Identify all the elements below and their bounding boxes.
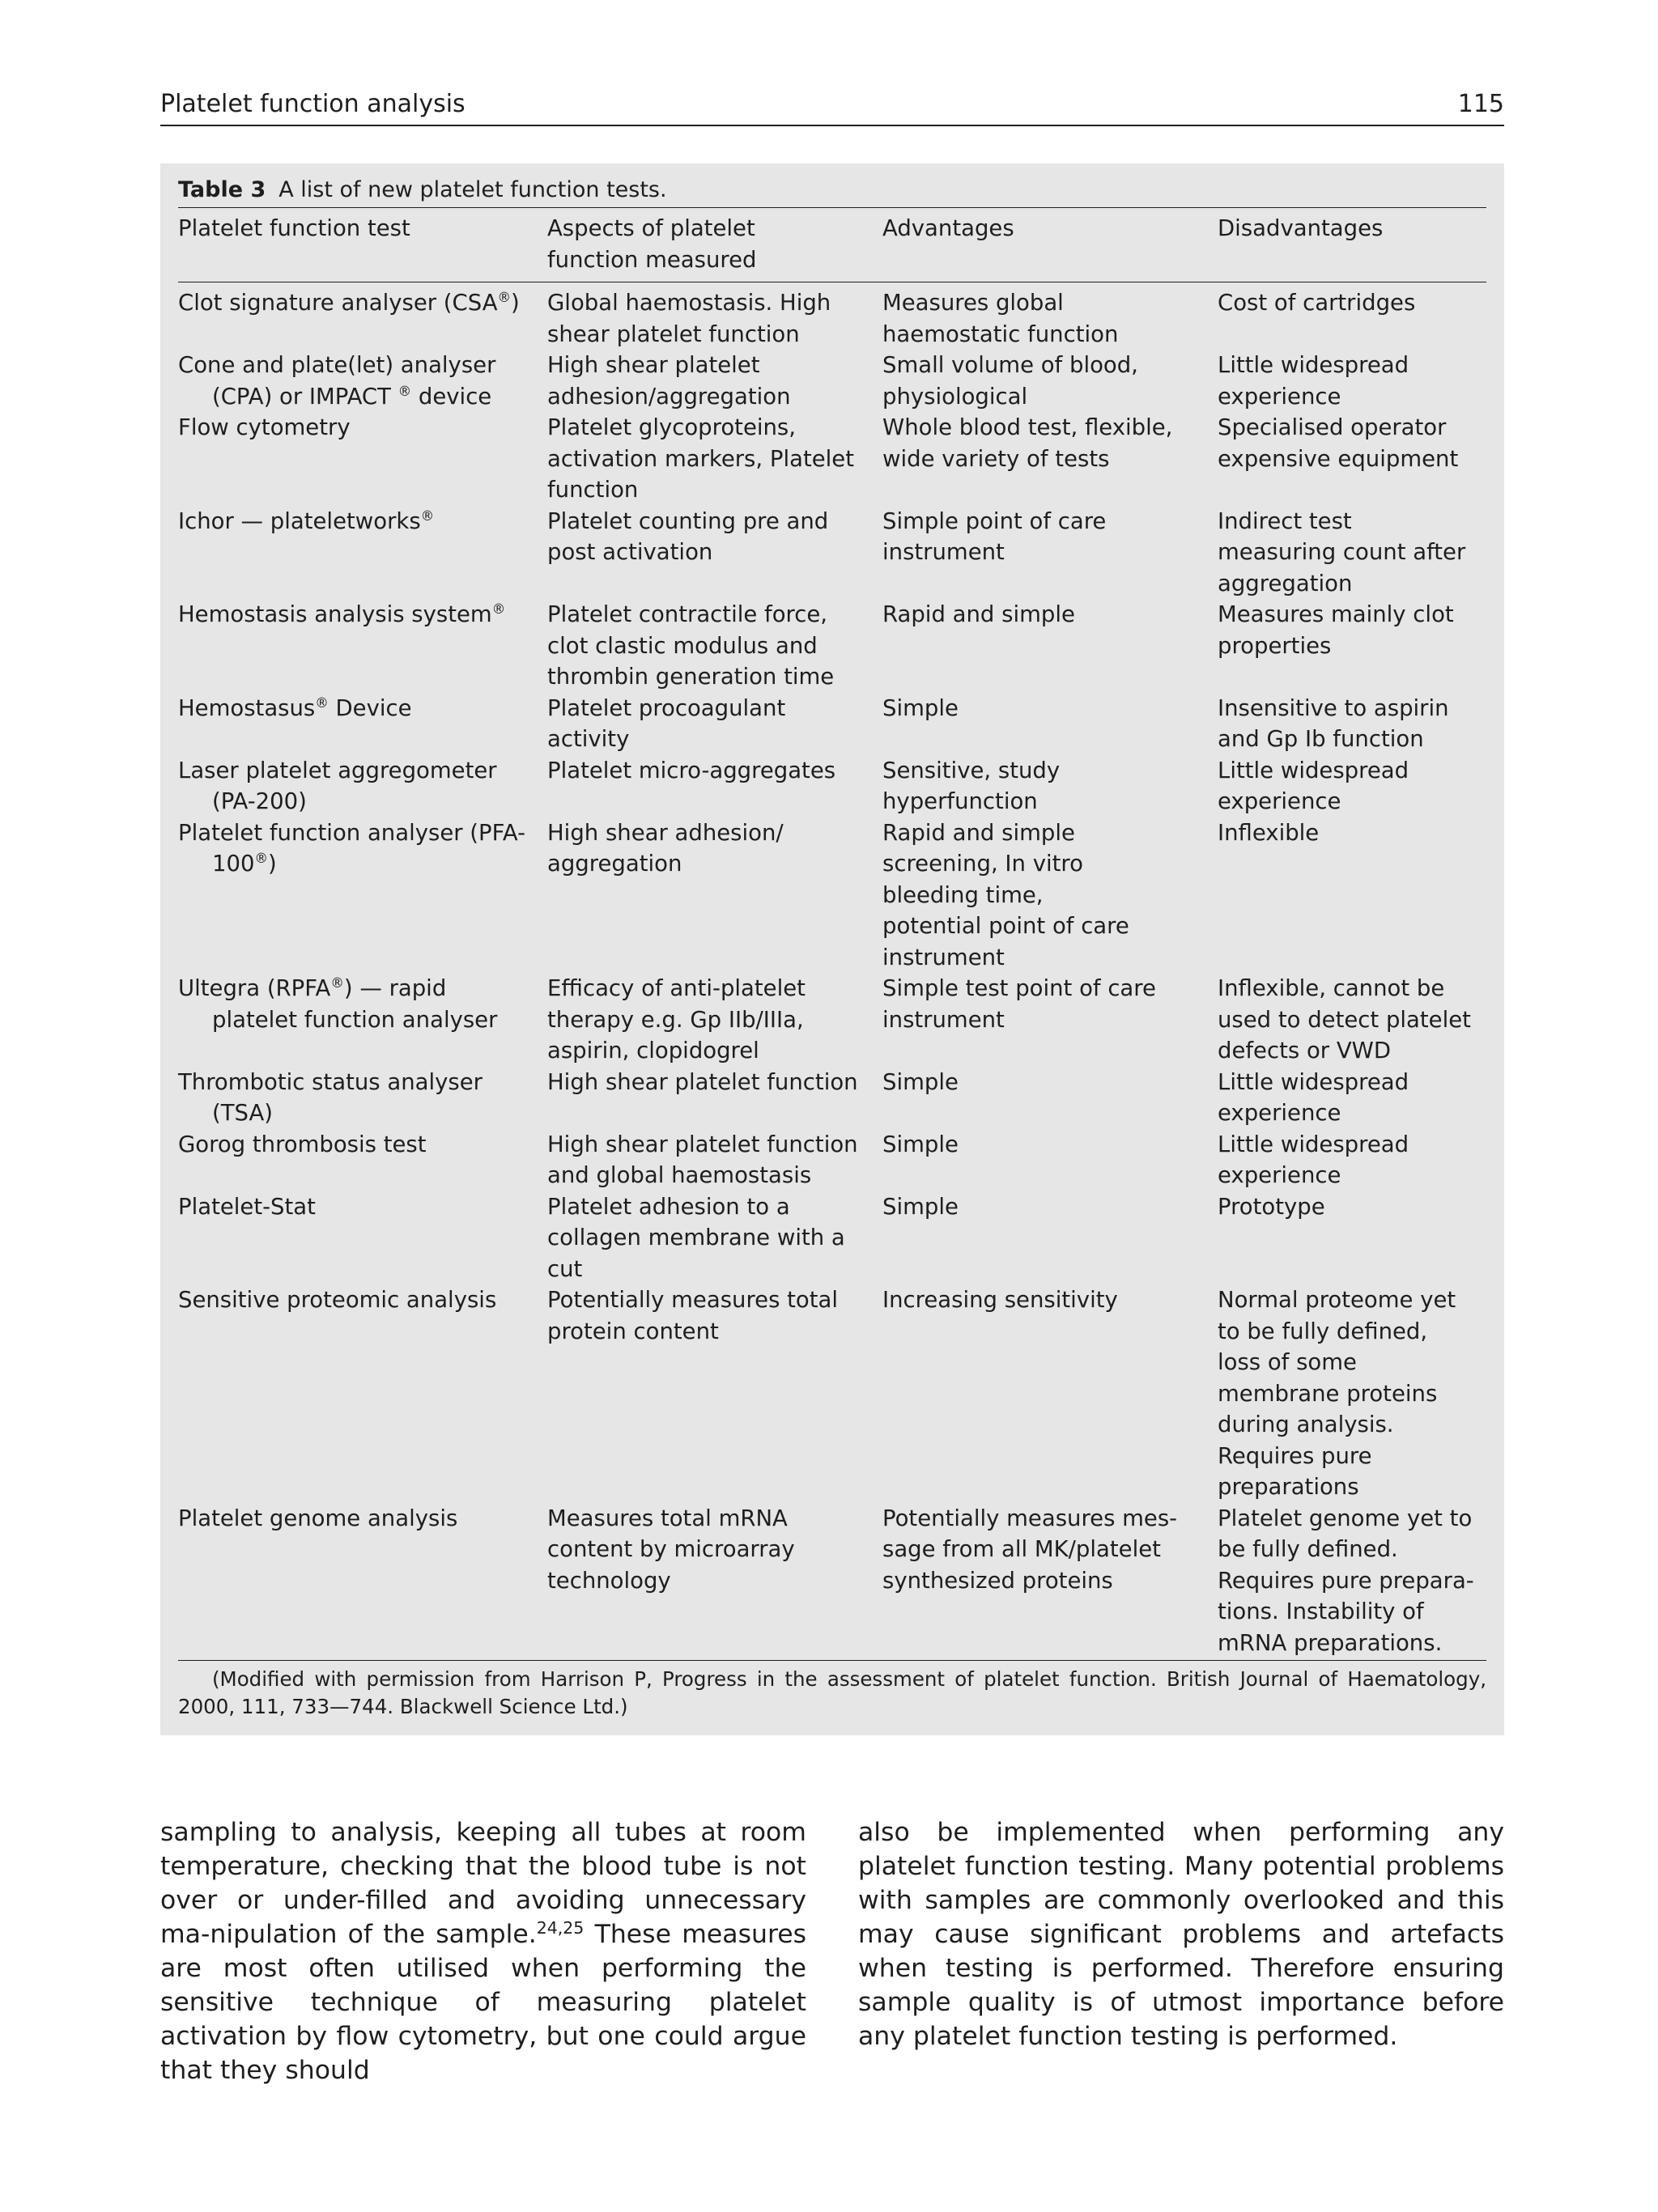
aspects-cell: Measures total mRNA content by microarray technology [547,1505,795,1594]
table-row [178,412,1486,506]
test-name: Cone and plate(let) analyser (CPA) or IMPACT [178,352,496,410]
test-name: Thrombotic status analyser (TSA) [178,1068,483,1126]
test-name-cell [178,412,547,506]
test-name-cell [178,1503,547,1661]
advantages-cell: Small volume of blood, physiological [882,352,1138,410]
disadvantages-cell: Little widespread experience [1218,757,1409,814]
test-name: Platelet genome analysis [178,1505,458,1531]
table-row [178,1191,1486,1285]
disadvantages-cell: Specialised operator expensive equipment [1218,414,1459,472]
page-number: 115 [1457,90,1504,118]
advantages-cell: Sensitive, study hyperfunction [882,757,1061,814]
test-name-cell [178,599,547,693]
aspects-cell: High shear platelet adhesion/aggregation [547,352,791,410]
registered-mark: ® [397,383,412,399]
test-name-cell [178,282,547,350]
table-row [178,973,1486,1067]
table-header-row [178,208,1486,282]
disadvantages-cell: Little widespread experience [1218,352,1409,410]
running-title: Platelet function analysis [160,90,466,118]
disadvantages-cell: Little widespread experience [1218,1131,1409,1188]
table-row [178,599,1486,693]
column-header: Disadvantages [1218,208,1486,282]
table-row [178,755,1486,817]
advantages-cell: Simple test point of care instrument [882,975,1156,1033]
test-name-cell [178,693,547,755]
table-row [178,506,1486,600]
disadvantages-cell: Indirect test measuring count after aggregation [1218,507,1466,597]
aspects-cell: Platelet contractile force, clot clastic modulus and thrombin generation time [547,601,835,690]
advantages-cell: Whole blood test, flexible, wide variety of tests [882,414,1173,472]
advantages-cell: Simple [882,1131,959,1157]
test-name: Platelet function analyser (PFA-100 [178,819,526,877]
column-header: Advantages [882,208,1218,282]
test-name-suffix: ) [268,851,277,877]
body-text [160,1815,1504,2087]
advantages-cell: Rapid and simple [882,601,1075,627]
disadvantages-cell: Inflexible, cannot be used to detect platelet defects or VWD [1218,975,1471,1064]
test-name: Hemostasus [178,694,316,721]
table-row [178,350,1486,412]
test-name-cell [178,755,547,817]
running-header [160,87,1504,126]
advantages-cell: Increasing sensitivity [882,1287,1118,1313]
body-column-right: also be implemented when performing any platelet function testing. Many potential problems with samples are commonly overlooked and this may cause significant problems and artefacts when testing is performed. Therefore ensuring sample quality is of utmost importance before any platelet function testing is performed. [858,1818,1504,2051]
aspects-cell: Platelet micro-aggregates [547,757,836,783]
test-name-cell [178,506,547,600]
test-name-cell [178,973,547,1067]
table-row [178,1129,1486,1191]
test-name: Ichor — plateletworks [178,507,421,534]
table-label: Table 3 [178,177,266,202]
disadvantages-cell: Insensitive to aspirin and Gp Ib function [1218,694,1449,752]
test-name-suffix: ) [511,290,520,316]
test-name: Ultegra (RPFA [178,975,331,1001]
test-name-cell [178,1284,547,1503]
test-name: Gorog thrombosis test [178,1131,427,1157]
table-3-box [160,163,1504,1735]
platelet-tests-table [178,208,1486,1660]
page [160,87,1504,1735]
table-row [178,1284,1486,1503]
disadvantages-cell: Platelet genome yet to be fully defined. Requires pure prepara- tions. Instability of mRNA preparations. [1218,1505,1474,1656]
advantages-cell: Rapid and simple screening, In vitro bleeding time, potential point of care instrument [882,819,1129,970]
advantages-cell: Simple point of care instrument [882,507,1107,565]
table-row [178,282,1486,350]
body-left-text: sampling to analysis, keeping all tubes at room temperature, checking that the blood tube is not over or under-filled and avoiding unnecessary ma-nipulation of the sample. [160,1818,806,1949]
test-name: Platelet-Stat [178,1193,316,1220]
advantages-cell: Potentially measures mes- sage from all MK/platelet synthesized proteins [882,1505,1178,1594]
test-name: Sensitive proteomic analysis [178,1287,497,1313]
table-caption [178,175,1486,208]
column-header: Aspects of platelet function measured [547,208,882,282]
advantages-cell: Measures global haemostatic function [882,290,1119,347]
body-column-left [160,1815,806,2087]
advantages-cell: Simple [882,694,959,721]
test-name-cell [178,1129,547,1191]
test-name-cell [178,1067,547,1129]
aspects-cell: High shear platelet function [547,1068,858,1095]
aspects-cell: Efficacy of anti-platelet therapy e.g. Gp IIb/IIIa, aspirin, clopidogrel [547,975,806,1064]
registered-mark: ® [254,851,268,867]
test-name: Laser platelet aggregometer (PA-200) [178,757,497,814]
aspects-cell: High shear adhesion/ aggregation [547,819,784,877]
test-name: Flow cytometry [178,414,351,440]
reference-marker: 24,25 [536,1917,585,1938]
test-name: Clot signature analyser (CSA [178,290,498,316]
test-name-cell [178,817,547,974]
aspects-cell: High shear platelet function and global haemostasis [547,1131,858,1188]
disadvantages-cell: Inflexible [1218,819,1320,846]
advantages-cell: Simple [882,1068,959,1095]
aspects-cell: Platelet adhesion to a collagen membrane with a cut [547,1193,845,1282]
disadvantages-cell: Little widespread experience [1218,1068,1409,1126]
test-name-cell [178,1191,547,1285]
aspects-cell: Platelet glycoproteins, activation markers, Platelet function [547,414,854,503]
test-name-cell [178,350,547,412]
test-name-suffix: device [411,383,492,410]
aspects-cell: Potentially measures total protein content [547,1287,839,1344]
disadvantages-cell: Prototype [1218,1193,1325,1220]
advantages-cell: Simple [882,1193,959,1220]
aspects-cell: Global haemostasis. High shear platelet function [547,290,831,347]
registered-mark: ® [497,290,512,306]
column-header: Platelet function test [178,208,547,282]
disadvantages-cell: Cost of cartridges [1218,290,1416,316]
registered-mark: ® [315,694,329,711]
disadvantages-cell: Measures mainly clot properties [1218,601,1454,659]
aspects-cell: Platelet procoagulant activity [547,694,786,752]
table-row [178,693,1486,755]
test-name-suffix: Device [328,694,412,721]
registered-mark: ® [330,975,344,991]
table-title: A list of new platelet function tests. [278,177,667,202]
test-name-suffix: ) — rapid platelet function analyser [212,975,498,1033]
table-footnote: (Modified with permission from Harrison P, Progress in the assessment of platelet function. British Journal of Haematology, 2000, 111, 733—744. Blackwell Science Ltd.) [178,1660,1486,1721]
registered-mark: ® [420,507,435,524]
disadvantages-cell: Normal proteome yet to be fully defined, loss of some membrane proteins during analysis. Requires pure preparations [1218,1287,1456,1500]
test-name: Hemostasis analysis system [178,601,492,627]
table-row [178,1503,1486,1661]
table-row [178,1067,1486,1129]
table-body [178,282,1486,1661]
registered-mark: ® [491,601,506,618]
aspects-cell: Platelet counting pre and post activation [547,507,829,565]
body-left-text-cont: These measures are most often utilised when performing the sensitive technique of measuring platelet activation by flow cytometry, but one could argue that they should [160,1920,806,2085]
table-row [178,817,1486,974]
